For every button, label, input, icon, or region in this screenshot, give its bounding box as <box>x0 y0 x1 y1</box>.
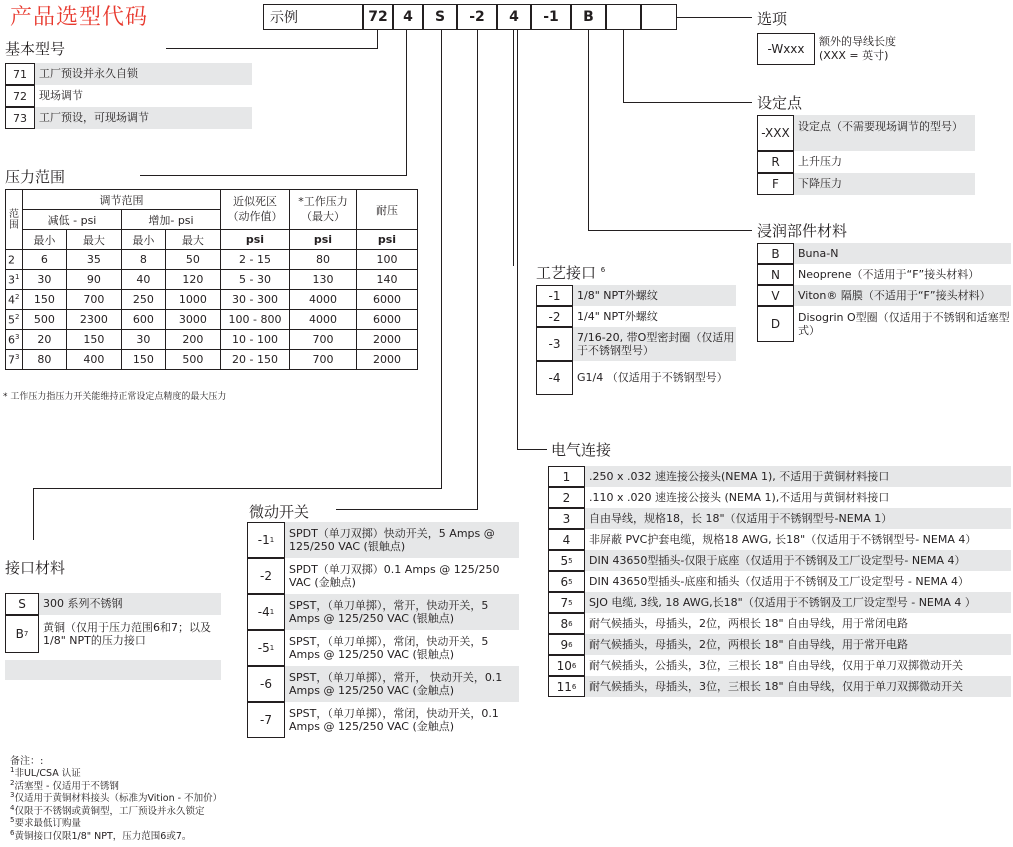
code-text: -5 <box>257 641 270 655</box>
code-cell <box>548 529 585 550</box>
electrical-row <box>548 676 1011 697</box>
table-cell: 150 <box>23 290 67 310</box>
code-cell <box>548 550 585 571</box>
table-cell: 500 <box>165 350 220 370</box>
range-cell <box>6 290 23 310</box>
code-text: 1 <box>562 469 571 484</box>
table-cell: 50 <box>165 250 220 270</box>
electrical-row <box>548 487 1011 508</box>
range-code: 4 <box>8 293 15 307</box>
code-cell <box>548 466 585 487</box>
code-bar-label: 示例 <box>263 4 363 30</box>
microswitch-row <box>247 666 519 702</box>
table-cell: 2000 <box>357 330 418 350</box>
code-text: 10 <box>556 658 572 673</box>
table-cell: 10 - 100 <box>221 330 290 350</box>
code-cell <box>536 285 573 306</box>
code-cell <box>247 522 285 558</box>
desc-cell: 耐气候插头，母插头，2位，两根长 18" 自由导线，用于常闭电路 <box>585 613 1011 634</box>
process-port-row <box>536 327 736 361</box>
electrical-row <box>548 466 1011 487</box>
table-cell: 6000 <box>357 290 418 310</box>
table-cell: 120 <box>165 270 220 290</box>
microswitch-row <box>247 630 519 666</box>
note-number: 2 <box>10 778 15 787</box>
desc-cell: .250 x .032 速连接公接头(NEMA 1), 不适用于黄铜材料接口 <box>585 466 1011 487</box>
table-cell: 4000 <box>290 310 357 330</box>
code-sup: 6 <box>571 661 577 670</box>
basic-model-row: 72 现场调节 <box>5 85 252 107</box>
code-cell <box>548 592 585 613</box>
code-cell-basic-model: 72 <box>363 4 393 30</box>
table-row <box>6 310 418 330</box>
desc-cell: 耐气候插头，公插头，3位，三根长 18" 自由导线，仅用于单刀双掷微动开关 <box>585 655 1011 676</box>
desc-cell: SPST，（单刀单掷），常闭，快动开关，5 Amps @ 125/250 VAC (银触点) <box>285 630 519 666</box>
range-code: 5 <box>8 313 15 327</box>
table-cell: 150 <box>66 330 121 350</box>
code-text: -4 <box>257 605 270 619</box>
pressure-range-table: 范围 调节范围 近似死区 （动作值） *工作压力 （最大） 耐压 减低 - psi 增加- psi 最小 最大 最小 最大 psi psi psi 2 6 35 8 50 2 - 15 80 100 $3^1$ 30 90 40 120 5 - 30 130 140 $4^2$ 150 700 250 1000 30 - 300 4000 6000 $5^2$ 500 2300 600 3000 100 - 800 4000 6000 $6^3$ 20 150 30 200 10 - 100 700 2000 $7^3$ 80 400 150 500 20 - 150 700 2000 <box>5 189 418 370</box>
note-text: 仅适用于黄铜材料接头（标准为Vition - 不加价） <box>14 793 223 805</box>
table-cell: 130 <box>290 270 357 290</box>
electrical-heading: 电气连接 <box>551 441 612 459</box>
range-cell <box>6 310 23 330</box>
code-text: -1 <box>548 288 561 303</box>
note-item <box>10 780 119 792</box>
code-text: 8 <box>560 616 569 631</box>
wetted-row: B Buna-N <box>757 243 1011 264</box>
code-cell <box>548 676 585 697</box>
table-cell: 20 - 150 <box>221 350 290 370</box>
microswitch-row <box>247 702 519 738</box>
setpoint-row: -XXX 设定点（不需要现场调节的型号） <box>757 115 975 151</box>
table-cell: 80 <box>290 250 357 270</box>
electrical-row <box>548 508 1011 529</box>
page-title: 产品选型代码 <box>10 5 149 30</box>
code-cell-electrical: -1 <box>531 4 571 30</box>
table-cell: 6000 <box>357 310 418 330</box>
pressure-footnote: * 工作压力指压力开关能维持正常设定点精度的最大压力 <box>3 392 227 402</box>
table-cell: 5 - 30 <box>221 270 290 290</box>
note-text: 黄铜接口仅限1/8" NPT，压力范围6或7。 <box>14 830 192 842</box>
table-cell: 2300 <box>66 310 121 330</box>
note-item <box>10 830 191 842</box>
code-text: -7 <box>260 713 272 727</box>
code-sup: 1 <box>269 644 275 652</box>
table-row <box>6 350 418 370</box>
range-sup: 3 <box>15 352 20 361</box>
code-cell-setpoint <box>606 4 641 30</box>
table-cell: 250 <box>121 290 165 310</box>
code-text: -1 <box>257 533 270 547</box>
wetted-row: D Disogrin O型圈（仅适用于不锈钢和适塞型式） <box>757 306 1011 342</box>
desc-cell: 耐气候插头，母插头，3位，三根长 18" 自由导线，仅用于单刀双掷微动开关 <box>585 676 1011 697</box>
note-text: 活塞型 - 仅适用于不锈钢 <box>14 780 119 792</box>
table-cell: 2000 <box>357 350 418 370</box>
code-cell <box>247 630 285 666</box>
range-code: 3 <box>8 273 15 287</box>
code-text: -4 <box>548 371 561 385</box>
code-cell <box>536 306 573 327</box>
desc-cell: .110 x .020 速连接公接头 (NEMA 1),不适用与黄铜材料接口 <box>585 487 1011 508</box>
code-cell <box>548 634 585 655</box>
code-cell <box>247 666 285 702</box>
material-row: S 300 系列不锈钢 <box>5 593 221 615</box>
code-text: 6 <box>560 574 569 589</box>
table-row <box>6 330 418 350</box>
note-number: 1 <box>10 766 15 774</box>
desc-cell: 1/8" NPT外螺纹 <box>573 285 736 306</box>
electrical-row <box>548 634 1011 655</box>
code-cell <box>548 655 585 676</box>
basic-model-row: 73 工厂预设，可现场调节 <box>5 107 252 129</box>
process-port-heading: 工艺接口 $^6$ <box>536 264 606 282</box>
code-text: 7 <box>560 595 569 610</box>
code-cell <box>247 702 285 738</box>
notes-heading: 备注：: <box>10 756 44 767</box>
code-text: 2 <box>562 490 571 505</box>
electrical-row <box>548 550 1011 571</box>
table-cell: 35 <box>66 250 121 270</box>
code-text: 11 <box>556 679 572 694</box>
code-sup: 5 <box>568 598 573 607</box>
basic-model-row: 71 工厂预设并永久自锁 <box>5 63 252 85</box>
table-cell: 600 <box>121 310 165 330</box>
table-cell: 700 <box>290 350 357 370</box>
table-cell: 8 <box>121 250 165 270</box>
range-code: 6 <box>8 333 15 347</box>
code-text: 5 <box>560 553 569 568</box>
table-cell: 30 <box>23 270 67 290</box>
code-sup: 5 <box>568 577 573 586</box>
table-cell: 40 <box>121 270 165 290</box>
microswitch-row <box>247 522 519 558</box>
material-empty-row <box>5 660 221 680</box>
code-cell <box>548 487 585 508</box>
desc-cell: DIN 43650型插头-仅限于底座（仅适用于不锈钢及工厂设定型号- NEMA 4） <box>585 550 1011 571</box>
desc-cell: 7/16-20, 带O型密封圈（仅适用于不锈钢型号） <box>573 327 736 361</box>
code-cell-wetted: B <box>571 4 606 30</box>
table-cell: 150 <box>121 350 165 370</box>
electrical-row <box>548 655 1011 676</box>
code-sup: 6 <box>568 640 573 649</box>
table-cell: 3000 <box>165 310 220 330</box>
range-sup: 1 <box>15 272 20 281</box>
note-text: 要求最低订购量 <box>14 818 81 830</box>
process-port-row <box>536 285 736 306</box>
process-port-row <box>536 306 736 327</box>
microswitch-heading: 微动开关 <box>249 503 310 521</box>
table-cell: 100 <box>357 250 418 270</box>
electrical-row <box>548 571 1011 592</box>
code-text: -3 <box>548 337 561 351</box>
table-cell: 30 - 300 <box>221 290 290 310</box>
options-heading: 选项 <box>757 10 788 28</box>
code-cell-material: S <box>423 4 457 30</box>
desc-cell: SPST，（单刀单掷），常开，快动开关，5 Amps @ 125/250 VAC (银触点) <box>285 594 519 630</box>
table-cell: 20 <box>23 330 67 350</box>
note-item <box>10 817 81 829</box>
code-sup: 1 <box>269 608 275 616</box>
table-cell: 4000 <box>290 290 357 310</box>
material-row: B 7 黄铜（仅用于压力范围6和7；以及 1/8" NPT的压力接口 <box>5 615 221 653</box>
setpoint-heading: 设定点 <box>757 94 803 112</box>
table-cell: 700 <box>66 290 121 310</box>
table-cell: 400 <box>66 350 121 370</box>
table-cell: 200 <box>165 330 220 350</box>
code-cell-pressure-range: 4 <box>393 4 423 30</box>
electrical-row <box>548 529 1011 550</box>
note-item <box>10 767 81 779</box>
basic-model-heading: 基本型号 <box>5 40 66 58</box>
desc-cell: 1/4" NPT外螺纹 <box>573 306 736 327</box>
note-item <box>10 805 204 817</box>
electrical-row <box>548 613 1011 634</box>
desc-cell: 非屏蔽 PVC护套电缆，规格18 AWG, 长18"（仅适用于不锈钢型号- NEMA 4） <box>585 529 1011 550</box>
range-code: 2 <box>8 253 15 267</box>
option-desc: 额外的导线长度 (XXX = 英寸) <box>819 35 896 63</box>
wetted-heading: 浸润部件材料 <box>757 222 848 240</box>
table-cell: 100 - 800 <box>221 310 290 330</box>
note-text: 非UL/CSA 认证 <box>14 768 81 780</box>
code-cell <box>548 508 585 529</box>
code-cell-process-port: 4 <box>497 4 531 30</box>
desc-cell: SPDT（单刀双掷）0.1 Amps @ 125/250 VAC (金触点) <box>285 558 519 594</box>
code-cell-options <box>641 4 677 30</box>
range-cell <box>6 250 23 270</box>
wetted-row: N Neoprene（不适用于“F”接头材料） <box>757 264 1011 285</box>
note-text: 仅限于不锈钢或黄铜型，工厂预设并永久锁定 <box>14 805 205 817</box>
table-cell: 500 <box>23 310 67 330</box>
table-row <box>6 290 418 310</box>
desc-cell: SPST，（单刀单掷），常闭，快动开关，0.1 Amps @ 125/250 VAC (金触点) <box>285 702 519 738</box>
desc-cell: SPDT（单刀双掷）快动开关，5 Amps @ 125/250 VAC (银触点) <box>285 522 519 558</box>
code-text: 4 <box>562 532 571 547</box>
pressure-range-heading: 压力范围 <box>5 168 66 186</box>
code-cell <box>548 613 585 634</box>
option-code: -Wxxx <box>757 33 815 65</box>
code-sup: 6 <box>571 682 577 691</box>
range-sup: 3 <box>15 332 20 341</box>
table-cell: 90 <box>66 270 121 290</box>
code-sup: 5 <box>568 556 573 565</box>
desc-cell: SPST，（单刀单掷），常开， 快动开关，0.1 Amps @ 125/250 VAC (金触点) <box>285 666 519 702</box>
code-cell <box>536 327 573 361</box>
code-sup: 1 <box>269 536 275 544</box>
code-text: -6 <box>260 677 272 691</box>
wetted-row: V Viton® 隔膜（不适用于“F”接头材料） <box>757 285 1011 306</box>
table-cell: 6 <box>23 250 67 270</box>
code-text: 9 <box>560 637 569 652</box>
note-number: 6 <box>10 828 15 837</box>
range-sup: 2 <box>15 292 20 301</box>
table-row <box>6 250 418 270</box>
code-cell <box>548 571 585 592</box>
range-cell <box>6 350 23 370</box>
note-item <box>10 792 222 804</box>
code-cell <box>247 594 285 630</box>
setpoint-row: R 上升压力 <box>757 151 975 173</box>
code-cell <box>536 361 573 395</box>
table-cell: 700 <box>290 330 357 350</box>
range-cell <box>6 270 23 290</box>
material-heading: 接口材料 <box>5 559 66 577</box>
process-port-row <box>536 361 736 395</box>
range-cell <box>6 330 23 350</box>
code-cell <box>247 558 285 594</box>
code-sup: 6 <box>568 619 573 628</box>
desc-cell: 耐气候插头，母插头，2位，两根长 18" 自由导线，用于常开电路 <box>585 634 1011 655</box>
note-number: 3 <box>10 791 15 799</box>
table-cell: 2 - 15 <box>221 250 290 270</box>
note-number: 5 <box>10 816 15 824</box>
desc-cell: 自由导线，规格18，长 18"（仅适用于不锈钢型号-NEMA 1） <box>585 508 1011 529</box>
desc-cell: SJO 电缆, 3线, 18 AWG,长18"（仅适用于不锈钢及工厂设定型号 - NEMA 4 ） <box>585 592 1011 613</box>
table-cell: 1000 <box>165 290 220 310</box>
code-cell-microswitch: -2 <box>457 4 497 30</box>
code-text: -2 <box>548 309 561 324</box>
desc-cell: G1/4 （仅适用于不锈钢型号） <box>573 361 736 395</box>
note-number: 4 <box>10 803 15 812</box>
microswitch-row <box>247 594 519 630</box>
range-sup: 2 <box>15 312 20 321</box>
table-row <box>6 270 418 290</box>
electrical-row <box>548 592 1011 613</box>
table-cell: 30 <box>121 330 165 350</box>
range-code: 7 <box>8 353 15 367</box>
code-text: 3 <box>562 511 571 526</box>
code-text: -2 <box>260 569 272 583</box>
setpoint-row: F 下降压力 <box>757 173 975 195</box>
desc-cell: DIN 43650型插头-底座和插头（仅适用于不锈钢及工厂设定型号 - NEMA 4） <box>585 571 1011 592</box>
table-cell: 140 <box>357 270 418 290</box>
table-cell: 80 <box>23 350 67 370</box>
microswitch-row <box>247 558 519 594</box>
